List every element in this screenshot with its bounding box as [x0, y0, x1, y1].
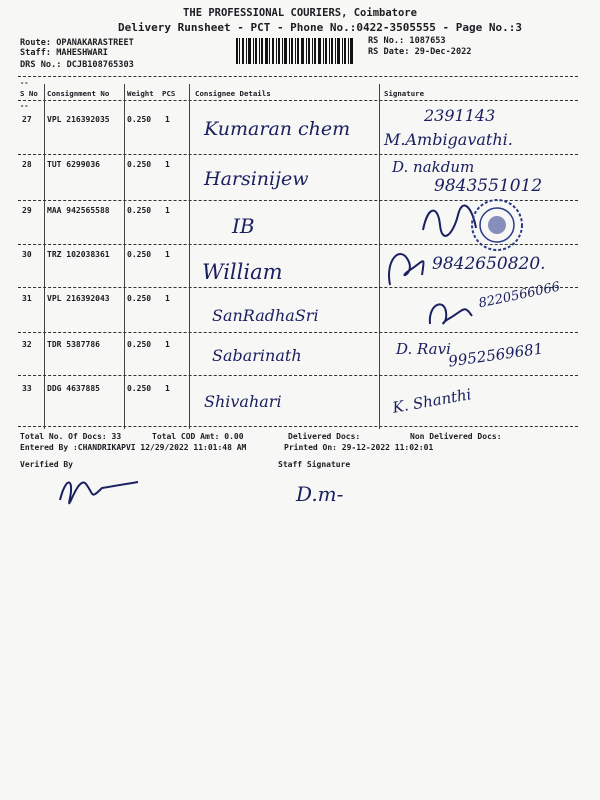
- dash-marker: --: [20, 79, 29, 87]
- signature-scribble: [380, 240, 430, 290]
- row-weight: 0.250: [127, 160, 152, 169]
- rs-date: RS Date: 29-Dec-2022: [368, 47, 472, 57]
- row-consignee-handwritten: Harsinijew: [204, 168, 309, 190]
- row-weight: 0.250: [127, 384, 152, 393]
- row-pcs: 1: [165, 294, 170, 303]
- row-consignee-handwritten: William: [202, 260, 283, 284]
- row-signature-handwritten: D. nakdum: [392, 158, 475, 176]
- total-docs: Total No. Of Docs: 33: [20, 432, 122, 441]
- row-consignee-handwritten: SanRadhaSri: [212, 306, 319, 325]
- verifier-signature-scribble: [52, 470, 142, 510]
- row-signature-handwritten: 8220566066: [477, 279, 562, 312]
- row-weight: 0.250: [127, 115, 152, 124]
- signature-scribble: [418, 200, 478, 240]
- row-consignment: VPL 216392035: [47, 115, 110, 124]
- row-sno: 27: [22, 115, 32, 124]
- rs-number: RS No.: 1087653: [368, 36, 446, 46]
- col-header-consignee: Consignee Details: [195, 89, 271, 98]
- row-consignment: TUT 6299036: [47, 160, 100, 169]
- row-sno: 28: [22, 160, 32, 169]
- row-consignment: MAA 942565588: [47, 206, 110, 215]
- row-sno: 29: [22, 206, 32, 215]
- row-divider: [18, 287, 578, 288]
- row-weight: 0.250: [127, 250, 152, 259]
- col-header-consignment: Consignment No: [47, 89, 110, 98]
- row-consignee-handwritten: IB: [232, 214, 255, 238]
- col-divider: [124, 84, 125, 429]
- row-signature-handwritten: 2391143: [424, 106, 496, 125]
- row-divider: [18, 426, 578, 427]
- non-delivered-docs: Non Delivered Docs:: [410, 432, 502, 441]
- row-consignee-handwritten: Shivahari: [204, 392, 282, 411]
- verified-by-label: Verified By: [20, 460, 73, 469]
- row-signature-handwritten: K. Shanthi: [391, 385, 473, 417]
- row-divider: [18, 154, 578, 155]
- entered-by: Entered By :CHANDRIKAPVI 12/29/2022 11:01:48 AM: [20, 443, 247, 452]
- row-divider: [18, 244, 578, 245]
- row-sno: 31: [22, 294, 32, 303]
- delivered-docs: Delivered Docs:: [288, 432, 361, 441]
- col-header-weight: Weight: [127, 89, 154, 98]
- row-weight: 0.250: [127, 206, 152, 215]
- row-pcs: 1: [165, 115, 170, 124]
- row-signature-handwritten: D. Ravi: [396, 340, 451, 358]
- row-pcs: 1: [165, 250, 170, 259]
- row-consignment: VPL 216392043: [47, 294, 110, 303]
- row-signature-handwritten: 9952569681: [447, 339, 545, 371]
- row-consignment: TRZ 102038361: [47, 250, 110, 259]
- row-consignment: TDR 5387786: [47, 340, 100, 349]
- row-sno: 32: [22, 340, 32, 349]
- row-pcs: 1: [165, 160, 170, 169]
- row-signature-handwritten: 9842650820.: [432, 254, 546, 274]
- drs-number: DRS No.: DCJB108765303: [20, 60, 134, 70]
- company-title: THE PROFESSIONAL COURIERS, Coimbatore: [183, 7, 417, 19]
- col-divider: [44, 84, 45, 429]
- row-pcs: 1: [165, 340, 170, 349]
- row-weight: 0.250: [127, 340, 152, 349]
- row-sno: 33: [22, 384, 32, 393]
- signature-scribble: [426, 296, 476, 330]
- row-consignee-handwritten: Kumaran chem: [204, 118, 351, 140]
- row-signature-handwritten: M.Ambigavathi.: [384, 130, 513, 149]
- col-divider: [189, 84, 190, 429]
- row-consignee-handwritten: Sabarinath: [212, 346, 302, 365]
- printed-on: Printed On: 29-12-2022 11:02:01: [284, 443, 434, 452]
- row-sno: 30: [22, 250, 32, 259]
- header-divider: [18, 76, 578, 77]
- total-cod: Total COD Amt: 0.00: [152, 432, 244, 441]
- row-consignment: DDG 4637885: [47, 384, 100, 393]
- col-header-pcs: PCS: [162, 89, 176, 98]
- runsheet-subtitle: Delivery Runsheet - PCT - Phone No.:0422-3505555 - Page No.:3: [118, 21, 522, 34]
- col-header-signature: Signature: [384, 89, 425, 98]
- row-weight: 0.250: [127, 294, 152, 303]
- header-row-divider: [18, 100, 578, 101]
- row-divider: [18, 332, 578, 333]
- dash-marker: --: [20, 102, 29, 110]
- staff-signature-handwritten: D.m-: [296, 482, 344, 506]
- row-divider: [18, 375, 578, 376]
- barcode-image: [236, 38, 354, 64]
- row-pcs: 1: [165, 384, 170, 393]
- row-signature-handwritten: 9843551012: [434, 176, 543, 196]
- route-label: Route: OPANAKARASTREET: [20, 38, 134, 48]
- staff-signature-label: Staff Signature: [278, 460, 351, 469]
- col-header-sno: S No: [20, 89, 38, 98]
- staff-label: Staff: MAHESHWARI: [20, 48, 108, 58]
- row-pcs: 1: [165, 206, 170, 215]
